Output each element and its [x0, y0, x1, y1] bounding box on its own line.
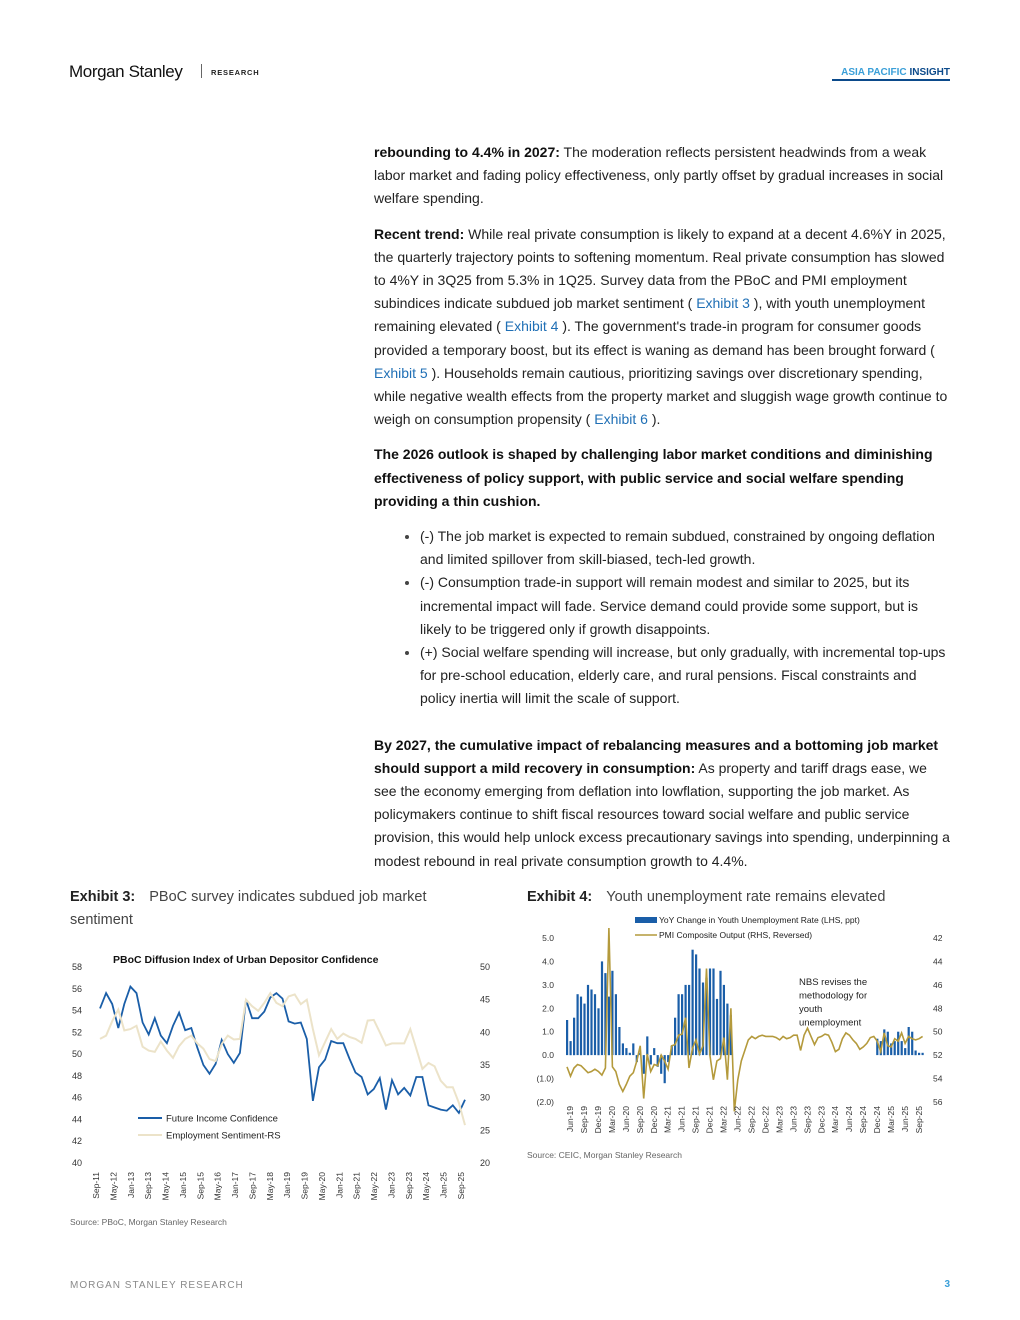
exhibit-label: Exhibit 4:	[527, 889, 593, 905]
legend-label: PMI Composite Output (RHS, Reversed)	[659, 930, 813, 940]
y-tick-label-right: 56	[933, 1097, 943, 1107]
data-bar	[712, 969, 714, 1056]
data-bar	[608, 997, 610, 1056]
data-bar	[726, 1004, 728, 1056]
x-tick-label: Jan-25	[438, 1172, 449, 1198]
data-bar	[674, 1018, 676, 1055]
y-tick-label-left: 2.0	[542, 1003, 554, 1014]
list-item: • (-) The job market is expected to remain subdued, constrained by ongoing deflation and limited spillover from skill-biased, tech-led growth.	[420, 525, 952, 571]
exhibit-caption: PBoC survey indicates subdued job market sentiment	[70, 889, 427, 928]
x-tick-label: Jan-13	[125, 1172, 136, 1198]
data-bar	[570, 1041, 572, 1055]
list-item: • (-) Consumption trade-in support will remain modest and similar to 2025, but its incremental impact will fade. Service demand could provide some support, but is likely to be triggered only if growth disappoints.	[420, 571, 952, 641]
x-tick-label: Sep-25	[914, 1106, 924, 1134]
data-bar	[618, 1027, 620, 1055]
y-tick-label-right: 42	[933, 933, 943, 943]
data-bar	[904, 1048, 906, 1055]
exhibit-3-chart	[60, 945, 500, 1210]
body-text	[374, 141, 952, 885]
data-bar	[625, 1048, 627, 1055]
series-label	[841, 67, 950, 78]
series-line-employment-sentiment	[100, 993, 465, 1125]
data-bar	[688, 985, 690, 1055]
brand-logo: Morgan Stanley	[69, 62, 183, 81]
y-tick-label-right: 50	[480, 962, 491, 972]
data-bar	[678, 994, 680, 1055]
paragraph-outlook	[374, 141, 952, 211]
data-bar	[719, 971, 721, 1055]
data-bar	[622, 1043, 624, 1055]
x-tick-label: Jan-17	[230, 1172, 241, 1198]
y-tick-label-right: 48	[933, 1003, 943, 1014]
y-tick-label-left: 46	[71, 1092, 82, 1103]
chart-annotation: youth	[799, 1004, 823, 1015]
x-tick-label: Sep-23	[403, 1172, 414, 1200]
paragraph-2026-outlook	[374, 443, 952, 513]
x-tick-label: Jun-23	[788, 1106, 799, 1132]
data-bar	[566, 1020, 568, 1055]
x-tick-label: Mar-21	[662, 1106, 673, 1133]
y-tick-label-right: 20	[480, 1158, 491, 1168]
x-tick-label: Sep-21	[690, 1106, 701, 1134]
exhibit-3-title	[70, 886, 460, 932]
y-tick-label-left: 1.0	[542, 1026, 554, 1037]
data-bar	[573, 1018, 575, 1055]
x-tick-label: Jun-25	[900, 1106, 911, 1132]
x-tick-label: Sep-11	[91, 1172, 101, 1199]
x-tick-label: May-24	[421, 1172, 432, 1201]
legend-label: Future Income Confidence	[166, 1113, 278, 1125]
exhibit-label: Exhibit 3:	[70, 889, 136, 905]
y-tick-label-left: (1.0)	[536, 1073, 554, 1084]
x-tick-label: May-22	[369, 1172, 380, 1201]
bullet-list	[374, 525, 952, 711]
series-rule	[832, 79, 950, 81]
x-tick-label: Sep-13	[143, 1172, 154, 1200]
paragraph-lead: By 2027, the cumulative impact of rebalancing measures and a bottoming job market should support a mild recovery in consumption:	[374, 736, 939, 776]
x-tick-label: Dec-19	[592, 1106, 603, 1134]
data-bar	[650, 1055, 652, 1064]
y-tick-label-left: (2.0)	[536, 1097, 554, 1107]
x-tick-label: May-16	[212, 1172, 223, 1201]
x-tick-label: Sep-21	[351, 1172, 362, 1200]
data-bar	[918, 1053, 920, 1055]
x-tick-label: Jun-22	[732, 1106, 743, 1132]
chart-annotation: methodology for	[799, 990, 868, 1002]
data-bar	[587, 985, 589, 1055]
paragraph-text: ). The government's trade-in program for consumer goods provided a temporary boost, but its effect is waning as demand has been brought forward (	[374, 318, 935, 358]
data-bar	[908, 1027, 910, 1055]
exhibit-4-source: Source: CEIC, Morgan Stanley Research	[527, 1150, 682, 1160]
header-divider	[201, 64, 202, 78]
data-bar	[894, 1041, 896, 1055]
exhibit-5-link[interactable]: Exhibit 5	[374, 364, 428, 381]
x-tick-label: May-18	[264, 1172, 275, 1201]
y-tick-label-left: 4.0	[542, 956, 554, 967]
paragraph-lead: Recent trend:	[374, 225, 465, 242]
paragraph-lead: rebounding to 4.4% in 2027:	[374, 144, 560, 160]
y-tick-label-right: 25	[480, 1125, 491, 1136]
y-tick-label-left: 0.0	[542, 1050, 554, 1061]
y-tick-label-right: 44	[933, 956, 943, 967]
data-bar	[601, 961, 603, 1055]
y-tick-label-right: 50	[933, 1026, 943, 1037]
exhibit-caption: Youth unemployment rate remains elevated	[606, 889, 886, 905]
data-bar	[597, 1008, 599, 1055]
y-tick-label-right: 45	[480, 994, 491, 1005]
x-tick-label: Mar-22	[718, 1106, 729, 1133]
y-tick-label-left: 50	[71, 1049, 82, 1060]
x-tick-label: Dec-21	[704, 1106, 715, 1134]
x-tick-label: Mar-20	[606, 1106, 617, 1133]
x-tick-label: May-14	[160, 1172, 171, 1201]
data-bar	[692, 950, 694, 1055]
x-tick-label: Jun-19	[565, 1106, 575, 1132]
legend-swatch	[635, 917, 657, 923]
chart-annotation: unemployment	[799, 1017, 862, 1029]
legend-label: YoY Change in Youth Unemployment Rate (LHS, ppt)	[659, 915, 860, 925]
x-tick-label: Mar-23	[774, 1106, 785, 1133]
paragraph-2027	[374, 734, 952, 873]
y-tick-label-left: 48	[71, 1070, 82, 1081]
y-tick-label-left: 54	[71, 1005, 82, 1016]
x-tick-label: Jun-20	[620, 1106, 631, 1132]
y-tick-label-right: 35	[480, 1060, 491, 1070]
x-tick-label: Mar-24	[830, 1106, 841, 1133]
exhibit-3-link[interactable]: Exhibit 3	[696, 295, 750, 312]
x-tick-label: Sep-25	[456, 1172, 466, 1200]
exhibit-4-link[interactable]: Exhibit 4	[504, 318, 559, 335]
data-bar	[583, 1004, 585, 1056]
paragraph-bold: The 2026 outlook is shaped by challenging labor market conditions and diminishing effectiveness of policy support, with public service and social welfare spending providing a thin cushion.	[374, 446, 933, 509]
x-tick-label: Sep-23	[802, 1106, 813, 1134]
y-tick-label-left: 3.0	[542, 979, 554, 990]
section-label: RESEARCH	[211, 68, 260, 77]
x-tick-label: Sep-17	[247, 1172, 258, 1200]
paragraph-text: ), with youth unemployment remaining elevated (	[374, 295, 925, 335]
data-bar	[681, 994, 683, 1055]
chart-title: PBoC Diffusion Index of Urban Depositor Confidence	[113, 954, 379, 966]
page-number: 3	[944, 1279, 950, 1290]
x-tick-label: Sep-20	[634, 1106, 645, 1134]
x-tick-label: Jan-15	[177, 1172, 188, 1198]
data-bar	[632, 1043, 634, 1055]
data-bar	[911, 1032, 913, 1055]
y-tick-label-left: 56	[71, 983, 82, 994]
data-bar	[698, 969, 700, 1056]
x-tick-label: May-20	[316, 1172, 327, 1201]
exhibit-3-source: Source: PBoC, Morgan Stanley Research	[70, 1217, 227, 1227]
data-bar	[915, 1051, 917, 1056]
x-tick-label: Dec-22	[760, 1106, 771, 1134]
series-label-light: ASIA PACIFIC	[841, 67, 907, 78]
exhibit-4-title	[527, 886, 957, 909]
x-tick-label: Dec-24	[872, 1106, 883, 1134]
data-bar	[577, 994, 579, 1055]
y-tick-label-left: 40	[71, 1158, 82, 1168]
y-tick-label-right: 54	[933, 1073, 943, 1084]
y-tick-label-left: 58	[71, 962, 82, 972]
y-tick-label-right: 52	[933, 1050, 943, 1061]
data-bar	[594, 994, 596, 1055]
paragraph-text: As property and tariff drags ease, we see the economy emerging from deflation into lowflation, supporting the job market. As policymakers continue to shift fiscal resources toward social welfare and public service provision, this would help unlock excess precautionary savings into spending, underpinning a modest rebound in real private consumption growth to 4.4%.	[374, 759, 950, 869]
paragraph-text: While real private consumption is likely to expand at a decent 4.6%Y in 2025, the quarterly trajectory points to softening momentum. Real private consumption has slowed to 4%Y in 3Q25 from 5.3% in 1Q25. Survey data from the PBoC and PMI employment subindices indicate subdued job market sentiment (	[374, 225, 946, 312]
exhibit-4-chart	[520, 910, 960, 1145]
y-tick-label-left: 5.0	[542, 933, 554, 943]
x-tick-label: Jan-21	[334, 1172, 345, 1198]
paragraph-text: ).	[647, 411, 661, 428]
x-tick-label: Sep-19	[578, 1106, 589, 1134]
data-bar	[615, 994, 617, 1055]
legend-label: Employment Sentiment-RS	[166, 1130, 281, 1142]
data-bar	[590, 990, 592, 1056]
x-tick-label: Jan-23	[386, 1172, 397, 1198]
x-tick-label: Sep-15	[195, 1172, 206, 1200]
series-line-pmi	[567, 928, 923, 1111]
paragraph-recent-trend	[374, 223, 952, 432]
x-tick-label: Jan-19	[282, 1172, 293, 1198]
list-item: • (+) Social welfare spending will increase, but only gradually, with incremental top-ups for pre-school education, elderly care, and rural pensions. Fiscal constraints and policy inertia will limit the scale of support.	[420, 641, 952, 711]
y-tick-label-right: 40	[480, 1027, 491, 1038]
x-tick-label: Dec-23	[816, 1106, 827, 1134]
x-tick-label: Sep-22	[746, 1106, 757, 1134]
x-tick-label: May-12	[108, 1172, 119, 1201]
data-bar	[922, 1053, 924, 1055]
data-bar	[643, 1055, 645, 1074]
footer-label: MORGAN STANLEY RESEARCH	[70, 1280, 244, 1291]
data-bar	[716, 999, 718, 1055]
y-tick-label-right: 46	[933, 979, 943, 990]
y-tick-label-left: 42	[71, 1136, 82, 1147]
x-tick-label: Mar-25	[886, 1106, 897, 1133]
x-tick-label: Jun-21	[676, 1106, 687, 1132]
data-bar	[897, 1032, 899, 1055]
y-tick-label-left: 52	[71, 1027, 82, 1038]
paragraph-text: The moderation reflects persistent headwinds from a weak labor market and fading policy effectiveness, only partly offset by gradual increases in social welfare spending.	[374, 144, 944, 207]
series-label-bold: INSIGHT	[909, 67, 950, 78]
data-bar	[646, 1036, 648, 1055]
data-bar	[653, 1048, 655, 1055]
x-tick-label: Jun-24	[844, 1106, 855, 1132]
data-bar	[901, 1041, 903, 1055]
x-tick-label: Sep-19	[299, 1172, 310, 1200]
x-tick-label: Sep-24	[858, 1106, 869, 1134]
exhibit-6-link[interactable]: Exhibit 6	[594, 411, 648, 428]
y-tick-label-right: 30	[480, 1092, 491, 1103]
y-tick-label-left: 44	[71, 1114, 82, 1125]
data-bar	[580, 997, 582, 1056]
x-tick-label: Dec-20	[648, 1106, 659, 1134]
data-bar	[629, 1053, 631, 1055]
chart-annotation: NBS revises the	[799, 977, 868, 988]
paragraph-text: ). Households remain cautious, prioritizing savings over discretionary spending, while negative wealth effects from the property market and sluggish wage growth continue to weigh on consumption propensity (	[374, 364, 948, 428]
